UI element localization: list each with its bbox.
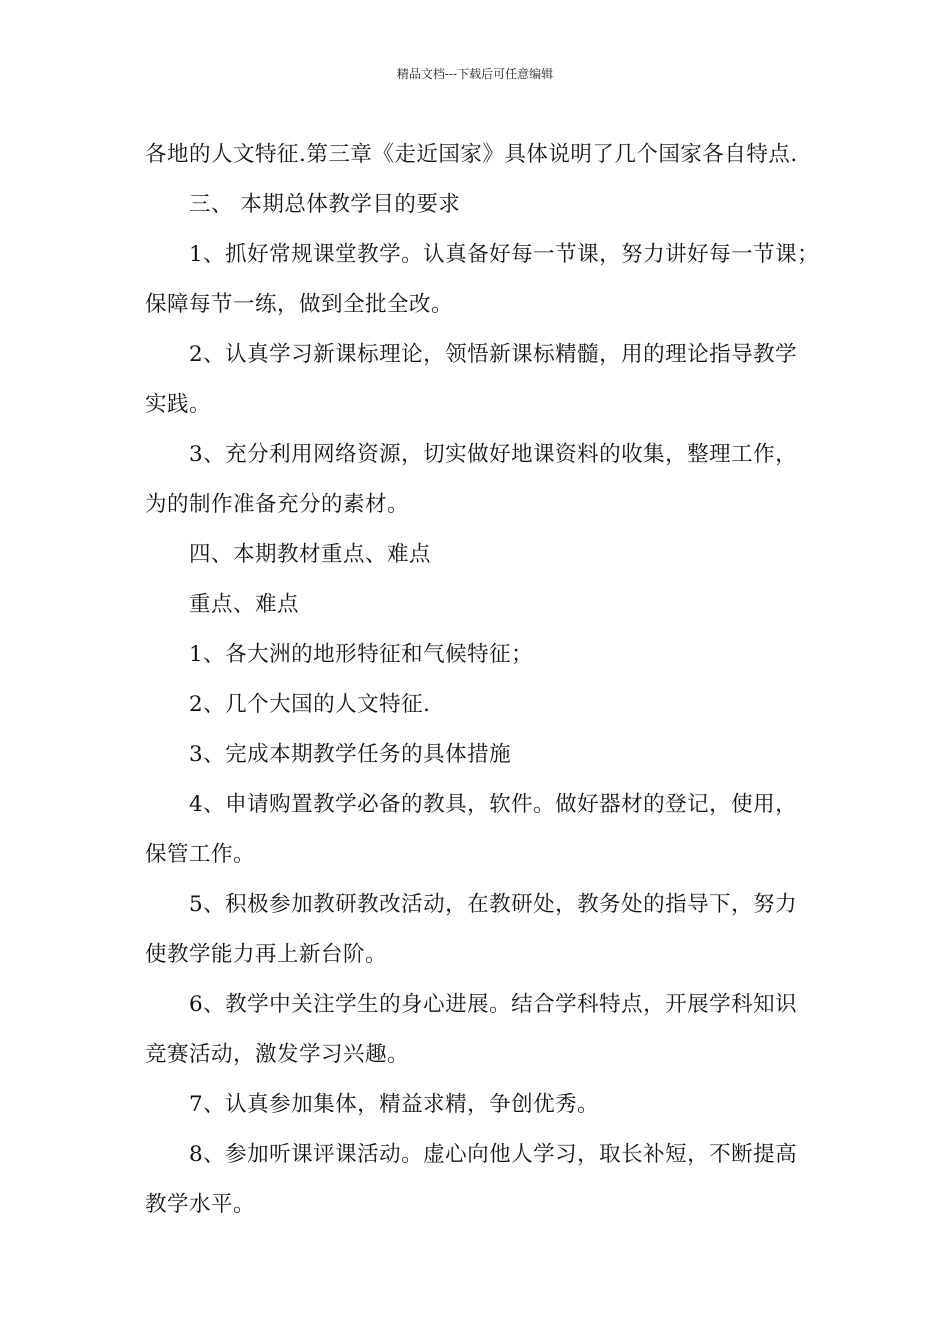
text-line: 1、抓好常规课堂教学。认真备好每一节课，努力讲好每一节课； [189, 242, 820, 267]
text-line: 3、完成本期教学任务的具体措施 [189, 742, 512, 767]
text-line: 保障每节一练，做到全批全改。 [145, 292, 454, 317]
text-line: 保管工作。 [145, 842, 256, 867]
document-body [145, 130, 820, 1230]
text-line: 教学水平。 [145, 1192, 256, 1217]
text-line: 5、积极参加教研教改活动，在教研处，教务处的指导下，努力 [189, 892, 798, 917]
text-line: 各地的人文特征.第三章《走近国家》具体说明了几个国家各自特点. [145, 142, 798, 167]
text-line: 4、申请购置教学必备的教具，软件。做好器材的登记，使用， [189, 792, 798, 817]
text-line: 三、 本期总体教学目的要求 [189, 192, 461, 217]
text-line: 使教学能力再上新台阶。 [145, 942, 388, 967]
text-line: 竞赛活动，激发学习兴趣。 [145, 1042, 410, 1067]
text-line: 6、教学中关注学生的身心进展。结合学科特点，开展学科知识 [189, 992, 798, 1017]
text-line: 3、充分利用网络资源，切实做好地课资料的收集，整理工作， [189, 442, 798, 467]
text-line: 2、认真学习新课标理论，领悟新课标精髓，用的理论指导教学 [189, 342, 798, 367]
text-line: 7、认真参加集体，精益求精，争创优秀。 [189, 1092, 600, 1117]
text-line: 四、本期教材重点、难点 [189, 542, 432, 567]
text-line: 1、各大洲的地形特征和气候特征； [189, 642, 534, 667]
text-line: 8、参加听课评课活动。虚心向他人学习，取长补短，不断提高 [189, 1142, 798, 1167]
text-line: 为的制作准备充分的素材。 [145, 492, 410, 517]
text-line: 重点、难点 [189, 592, 300, 617]
text-line: 2、几个大国的人文特征. [189, 692, 431, 717]
page-header: 精品文档---下载后可任意编辑 [396, 67, 554, 81]
text-line: 实践。 [145, 392, 212, 417]
